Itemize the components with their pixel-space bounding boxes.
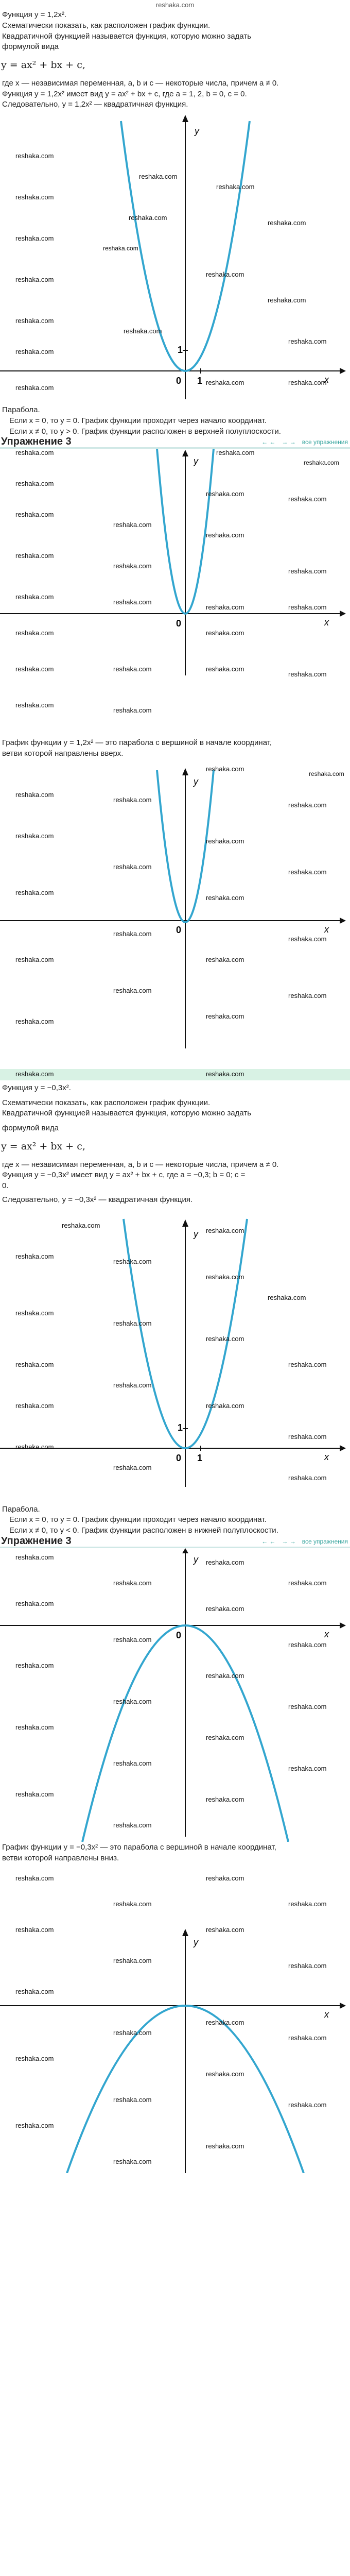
watermark: reshaka.com <box>288 1432 327 1440</box>
section-1-p3: формулой вида <box>2 42 59 52</box>
watermark: reshaka.com <box>62 1221 100 1229</box>
exercise-title: Упражнение 3 <box>1 1535 72 1547</box>
exercise-bar-2 <box>0 1537 350 1548</box>
x-axis-arrow-icon <box>340 611 346 617</box>
watermark: reshaka.com <box>304 459 339 467</box>
watermark: reshaka.com <box>206 629 244 637</box>
watermark: reshaka.com <box>15 1070 54 1078</box>
origin-label: 0 <box>176 618 182 629</box>
watermark: reshaka.com <box>15 1360 54 1368</box>
watermark: reshaka.com <box>15 193 54 201</box>
watermark: reshaka.com <box>206 531 244 539</box>
watermark: reshaka.com <box>15 629 54 637</box>
watermark: reshaka.com <box>113 1381 152 1389</box>
watermark: reshaka.com <box>15 1599 54 1607</box>
watermark: reshaka.com <box>288 567 327 575</box>
watermark: reshaka.com <box>15 1926 54 1934</box>
watermark: reshaka.com <box>206 1604 244 1613</box>
watermark: reshaka.com <box>113 929 152 938</box>
watermark: reshaka.com <box>206 1012 244 1020</box>
watermark: reshaka.com <box>206 1733 244 1741</box>
watermark: reshaka.com <box>15 1553 54 1561</box>
section-1-p4: где x — независимая переменная, a, b и c — некоторые числа, причем a ≠ 0. <box>2 78 279 88</box>
x-axis-arrow-icon <box>340 1445 346 1451</box>
next-exercise-button[interactable]: → → <box>282 438 296 446</box>
y-axis-label: y <box>194 776 198 787</box>
watermark: reshaka.com <box>103 245 138 252</box>
watermark: reshaka.com <box>113 665 152 673</box>
watermark: reshaka.com <box>288 603 327 612</box>
section-2-end-p1: График функции y = −0,3x² — это парабола с вершиной в начале координат, <box>2 1842 276 1852</box>
watermark: reshaka.com <box>206 837 244 845</box>
section-1-bullet-1: Если x = 0, то y = 0. График функции проходит через начало координат. <box>9 416 267 425</box>
section-1-title: Функция y = 1,2x². <box>2 10 67 19</box>
watermark: reshaka.com <box>288 801 327 809</box>
x-axis-label: x <box>324 924 329 935</box>
watermark: reshaka.com <box>113 2029 152 2037</box>
watermark: reshaka.com <box>206 765 244 773</box>
watermark: reshaka.com <box>113 862 152 871</box>
watermark: reshaka.com <box>113 1463 152 1471</box>
watermark: reshaka.com <box>206 893 244 902</box>
watermark: reshaka.com <box>206 1926 244 1934</box>
y-axis-label: y <box>194 1228 198 1239</box>
watermark: reshaka.com <box>206 603 244 612</box>
next-exercise-button[interactable]: → → <box>282 1537 296 1545</box>
origin-label: 0 <box>176 1630 182 1640</box>
y-axis-label: y <box>194 1937 198 1948</box>
watermark: reshaka.com <box>288 1962 327 1970</box>
watermark: reshaka.com <box>15 2055 54 2063</box>
watermark: reshaka.com <box>15 593 54 601</box>
watermark: reshaka.com <box>288 670 327 679</box>
watermark: reshaka.com <box>288 935 327 943</box>
watermark: reshaka.com <box>113 2096 152 2104</box>
watermark: reshaka.com <box>288 379 327 386</box>
watermark: reshaka.com <box>206 1558 244 1566</box>
watermark: reshaka.com <box>268 219 306 227</box>
section-2 <box>0 1083 350 1536</box>
graph-3 <box>0 760 350 1069</box>
watermark: reshaka.com <box>113 795 152 804</box>
watermark: reshaka.com <box>288 1473 327 1482</box>
watermark: reshaka.com <box>15 1661 54 1669</box>
watermark: reshaka.com <box>206 665 244 673</box>
y-axis-label: y <box>195 126 199 136</box>
watermark: reshaka.com <box>15 348 54 355</box>
watermark: reshaka.com <box>113 1319 152 1327</box>
watermark: reshaka.com <box>15 449 54 457</box>
section-2-bullet-1: Если x = 0, то y = 0. График функции проходит через начало координат. <box>9 1515 267 1524</box>
x-axis-label: x <box>324 375 329 385</box>
section-2-p5: Функция y = −0,3x² имеет вид y = ax² + bx + c, где a = −0,3; b = 0; c = <box>2 1171 246 1180</box>
watermark: reshaka.com <box>288 1702 327 1710</box>
watermark: reshaka.com <box>15 832 54 840</box>
prev-exercise-button[interactable]: ← ← <box>261 438 276 446</box>
section-2-p3: формулой вида <box>2 1124 59 1132</box>
x-one-label: 1 <box>197 376 203 386</box>
section-2-p4: где x — независимая переменная, a, b и c — некоторые числа, причем a ≠ 0. <box>2 1160 279 1169</box>
watermark: reshaka.com <box>15 384 54 392</box>
graph-2 <box>0 449 350 737</box>
x-axis-label: x <box>324 1629 329 1639</box>
watermark: reshaka.com <box>113 2158 152 2166</box>
watermark: reshaka.com <box>139 173 178 180</box>
graph-1 <box>0 111 350 404</box>
y-axis-arrow-icon <box>182 1929 188 1936</box>
prev-exercise-button[interactable]: ← ← <box>261 1537 276 1545</box>
origin-label: 0 <box>176 1452 182 1463</box>
watermark: reshaka.com <box>288 495 327 503</box>
section-1-bullet-2: Если x ≠ 0, то y > 0. График функции расположен в верхней полуплоскости. <box>9 427 281 436</box>
section-1-p2: Квадратичной функцией называется функция, которую можно задать <box>2 31 252 41</box>
watermark: reshaka.com <box>206 1795 244 1803</box>
watermark: reshaka.com <box>15 1252 54 1260</box>
section-2-p1: Схематически показать, как расположен график функции. <box>2 1098 211 1107</box>
y-one-label: 1 <box>178 1422 183 1433</box>
watermark: reshaka.com <box>216 183 255 191</box>
x-axis-label: x <box>324 1451 329 1462</box>
y-axis-label: y <box>194 456 198 467</box>
x-axis-arrow-icon <box>340 2003 346 2009</box>
section-1-p5: Функция y = 1,2x² имеет вид y = ax² + bx + c, где a = 1, 2, b = 0, c = 0. <box>2 89 247 98</box>
x-one-label: 1 <box>197 1452 203 1463</box>
y-axis-arrow-icon <box>182 115 188 122</box>
watermark: reshaka.com <box>309 770 344 777</box>
watermark: reshaka.com <box>15 1401 54 1410</box>
watermark: reshaka.com <box>15 234 54 242</box>
section-1-formula: y = ax² + bx + c, <box>1 59 85 71</box>
watermark: reshaka.com <box>113 598 152 606</box>
section-2-bullet-2: Если x ≠ 0, то y < 0. График функции расположен в нижней полуплоскости. <box>9 1526 278 1535</box>
section-2-p2: Квадратичной функцией называется функция, которую можно задать <box>2 1109 252 1118</box>
watermark: reshaka.com <box>206 2142 244 2150</box>
watermark: reshaka.com <box>15 888 54 896</box>
watermark: reshaka.com <box>288 1900 327 1908</box>
graph-6 <box>0 1864 350 2173</box>
watermark: reshaka.com <box>206 1070 244 1078</box>
watermark: reshaka.com <box>113 1579 152 1587</box>
x-axis-arrow-icon <box>340 918 346 924</box>
watermark: reshaka.com <box>15 276 54 283</box>
origin-label: 0 <box>176 924 182 935</box>
watermark: reshaka.com <box>216 449 255 457</box>
exercise-title: Упражнение 3 <box>1 436 72 448</box>
watermark: reshaka.com <box>15 511 54 519</box>
watermark: reshaka.com <box>15 790 54 799</box>
exercise-nav <box>261 1538 348 1546</box>
divider-bar <box>0 1069 350 1080</box>
section-2-p6: Следовательно, y = −0,3x² — квадратичная функция. <box>2 1195 193 1204</box>
section-1-parabola: Парабола. <box>2 405 40 414</box>
section-1-end-p1: График функции y = 1,2x² — это парабола с вершиной в начале координат, <box>2 738 272 748</box>
watermark: reshaka.com <box>113 1697 152 1705</box>
watermark: reshaka.com <box>113 986 152 994</box>
watermark: reshaka.com <box>113 1900 152 1908</box>
watermark: reshaka.com <box>15 1443 54 1451</box>
x-axis-arrow-icon <box>340 1622 346 1629</box>
watermark: reshaka.com <box>206 1874 244 1883</box>
watermark: reshaka.com <box>288 1764 327 1772</box>
watermark: reshaka.com <box>113 1821 152 1829</box>
watermark: reshaka.com <box>206 1334 244 1343</box>
y-axis-arrow-icon <box>182 1548 188 1553</box>
section-2-p5b: 0. <box>2 1181 9 1190</box>
section-1-p6: Следовательно, y = 1,2x² — квадратичная функция. <box>2 100 188 109</box>
watermark: reshaka.com <box>15 152 54 160</box>
site-header[interactable]: reshaka.com <box>155 1 195 9</box>
section-2-title: Функция y = −0,3x². <box>2 1083 71 1092</box>
y-axis-label: y <box>194 1554 198 1565</box>
origin-label: 0 <box>176 376 182 386</box>
watermark: reshaka.com <box>206 1401 244 1410</box>
watermark: reshaka.com <box>288 2034 327 2042</box>
watermark: reshaka.com <box>113 1957 152 1965</box>
graph-4 <box>0 1206 350 1495</box>
watermark: reshaka.com <box>206 379 244 386</box>
watermark: reshaka.com <box>206 490 244 498</box>
watermark: reshaka.com <box>15 1723 54 1731</box>
watermark: reshaka.com <box>268 296 306 304</box>
watermark: reshaka.com <box>15 1790 54 1798</box>
y-axis-arrow-icon <box>182 1219 188 1227</box>
watermark: reshaka.com <box>113 1759 152 1767</box>
watermark: reshaka.com <box>15 1309 54 1317</box>
y-axis-arrow-icon <box>182 450 188 456</box>
watermark: reshaka.com <box>288 868 327 876</box>
section-2-parabola: Парабола. <box>2 1504 40 1514</box>
graph-5 <box>0 1548 350 1842</box>
section-1-p1: Схематически показать, как расположен график функции. <box>2 21 211 30</box>
watermark: reshaka.com <box>15 955 54 963</box>
watermark: reshaka.com <box>206 1226 244 1234</box>
watermark: reshaka.com <box>288 2101 327 2109</box>
watermark: reshaka.com <box>206 1671 244 1680</box>
watermark: reshaka.com <box>15 665 54 673</box>
section-2-end-p2: ветви которой направлены вниз. <box>2 1853 119 1862</box>
watermark: reshaka.com <box>15 1988 54 1996</box>
watermark: reshaka.com <box>113 1635 152 1643</box>
x-axis-label: x <box>324 617 329 628</box>
watermark: reshaka.com <box>124 327 162 335</box>
watermark: reshaka.com <box>15 552 54 560</box>
watermark: reshaka.com <box>113 521 152 529</box>
watermark: reshaka.com <box>268 1293 306 1301</box>
watermark: reshaka.com <box>288 1640 327 1649</box>
watermark: reshaka.com <box>15 480 54 488</box>
watermark: reshaka.com <box>288 337 327 345</box>
y-axis-arrow-icon <box>182 768 188 775</box>
watermark: reshaka.com <box>113 1257 152 1265</box>
watermark: reshaka.com <box>113 706 152 715</box>
watermark: reshaka.com <box>129 214 167 222</box>
watermark: reshaka.com <box>113 562 152 570</box>
x-axis-arrow-icon <box>340 368 346 374</box>
exercise-bar-1 <box>0 437 350 449</box>
watermark: reshaka.com <box>288 1579 327 1587</box>
watermark: reshaka.com <box>15 701 54 709</box>
watermark: reshaka.com <box>206 1273 244 1281</box>
y-one-label: 1 <box>178 345 183 355</box>
watermark: reshaka.com <box>206 2019 244 2027</box>
watermark: reshaka.com <box>15 2122 54 2130</box>
watermark: reshaka.com <box>15 1874 54 1883</box>
section-1-end-p2: ветви которой направлены вверх. <box>2 749 124 758</box>
section-1 <box>0 10 350 436</box>
watermark: reshaka.com <box>206 270 244 278</box>
all-exercises-link[interactable]: все упражнения <box>302 438 348 446</box>
watermark: reshaka.com <box>288 991 327 999</box>
section-2-formula: y = ax² + bx + c, <box>1 1140 85 1152</box>
watermark: reshaka.com <box>15 317 54 325</box>
x-axis-label: x <box>324 2009 329 2020</box>
watermark: reshaka.com <box>206 2070 244 2078</box>
watermark: reshaka.com <box>206 955 244 963</box>
exercise-nav <box>261 438 348 446</box>
all-exercises-link[interactable]: все упражнения <box>302 1537 348 1545</box>
watermark: reshaka.com <box>15 1017 54 1025</box>
watermark: reshaka.com <box>288 1360 327 1368</box>
